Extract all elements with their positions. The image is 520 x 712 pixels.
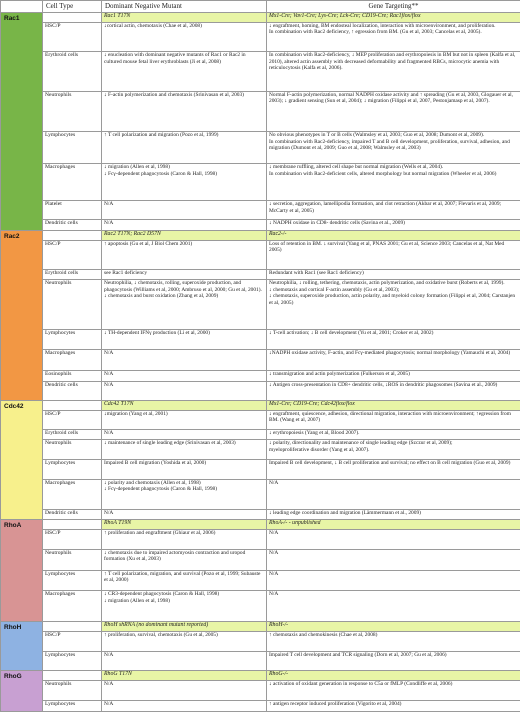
gene-targeting-effect: ↓NADPH oxidase activity, F-actin, and Fcγ-mediated phagocytosis; normal morphology (Yamauchi et al, 2004) <box>267 350 520 371</box>
dominant-negative-effect: see Rac1 deficiency <box>102 270 267 280</box>
dominant-negative-effect: ↑ apoptosis (Gu et al, J Biol Chem 2001) <box>102 240 267 270</box>
dominant-negative-effect: N/A <box>102 371 267 382</box>
cell-type: HSC/P <box>43 22 102 52</box>
dominant-negative-effect: N/A <box>102 220 267 231</box>
gene-targeting-construct: Mx1-Cre; Vav1-Cre; Lys-Cre; Lck-Cre; CD19-Cre; Rac1flox/flox <box>267 13 520 23</box>
dominant-negative-effect: ↓ CR3-dependent phagocytosis (Caron & Hall, 1998) ↓ migration (Allen et al, 1998) <box>102 591 267 622</box>
gene-targeting-effect: ↓ erythropoiesis (Yang et al, Blood 2007). <box>267 430 520 440</box>
group-mutant-row <box>1 231 520 241</box>
table-body <box>1 13 520 712</box>
dominant-negative-effect: N/A <box>102 510 267 520</box>
gene-targeting-effect: Normal F-actin polymerization, normal NADPH oxidase activity and ↑ spreading (Gu et al, 2003, Glogauer et al, 2003); ↓ gradient sensing (Sun et al, 2004); ↓ migration (Filippi et al, 2007, Pestonjamasp et al, 2007). <box>267 91 520 132</box>
cell-type: Neutrophils <box>43 280 102 329</box>
cell-type-blank <box>43 13 102 23</box>
dominant-negative-mutant: Cdc42 T17N <box>102 400 267 410</box>
cell-type: Neutrophils <box>43 681 102 701</box>
cell-type: Dendritic cells <box>43 382 102 401</box>
gene-targeting-effect: ↓ engraftment, homing, BM endosteal localization, interaction with microenvironment, and proliferation. In combination with Rac2 deficiency, ↑ egression from BM. (Gu et al, 2003; Cancelas et al, 2005). <box>267 22 520 52</box>
gene-label: RhoH <box>1 622 43 671</box>
table-row <box>1 651 520 671</box>
dominant-negative-mutant: Rac2 T17N; Rac2 D57N <box>102 231 267 241</box>
cell-type-blank <box>43 622 102 632</box>
gene-targeting-effect: ↑ antigen receptor induced proliferation (Vigorito et al, 2004) <box>267 700 520 711</box>
header-gene-targeting: Gene Targeting** <box>267 1 520 13</box>
cell-type: Lymphocytes <box>43 651 102 671</box>
table-row <box>1 430 520 440</box>
gene-targeting-effect: ↓ NADPH oxidase in CD8- dendritic cells (Savina et al., 2009) <box>267 220 520 231</box>
gene-targeting-effect: ↓ T-cell activation; ↓ B cell development (Yu et al, 2001; Croker et al, 2002) <box>267 329 520 350</box>
gene-targeting-effect: ↓ secretion, aggregation, lamellipodia formation, and clot retraction (Akbar et al, 2007; Flevaris et al, 2009; McCarty et al, 2005) <box>267 201 520 220</box>
table-row <box>1 371 520 382</box>
gene-label: RhoG <box>1 671 43 712</box>
dominant-negative-effect: ↓ TH-dependent IFNγ production (Li et al, 2000) <box>102 329 267 350</box>
dominant-negative-effect: ↓ migration (Allen et al, 1998) ↓ Fcγ-dependent phagocytosis (Caron & Hall, 1998) <box>102 164 267 201</box>
dominant-negative-effect: Impaired B cell migration (Yoshida et al, 2000) <box>102 459 267 479</box>
table-row <box>1 164 520 201</box>
table-row <box>1 700 520 711</box>
table-row <box>1 410 520 430</box>
dominant-negative-mutant: RhoA T19N <box>102 520 267 530</box>
table-row <box>1 479 520 510</box>
table-row <box>1 270 520 280</box>
cell-type-blank <box>43 520 102 530</box>
gene-targeting-effect: N/A <box>267 530 520 550</box>
gene-targeting-effect: Impaired T cell development and TCR signaling (Dorn et al, 2007; Gu et al, 2006) <box>267 651 520 671</box>
dominant-negative-effect: N/A <box>102 430 267 440</box>
header-cell-type: Cell Type <box>43 1 102 13</box>
table-row <box>1 220 520 231</box>
cell-type: HSC/P <box>43 631 102 651</box>
gene-targeting-effect: ↓ transmigration and actin polymerization (Fulkerson et al, 2005) <box>267 371 520 382</box>
cell-type-blank <box>43 400 102 410</box>
cell-type: Erythroid cells <box>43 52 102 91</box>
cell-type: Erythroid cells <box>43 430 102 440</box>
gene-targeting-effect: Impaired B cell development, ↓ B cell proliferation and survival; no effect on B cell migration (Guo et al, 2009) <box>267 459 520 479</box>
table-row <box>1 201 520 220</box>
cell-type: Eosinophils <box>43 371 102 382</box>
gene-label: Cdc42 <box>1 400 43 519</box>
dominant-negative-effect: N/A <box>102 201 267 220</box>
dominant-negative-effect: N/A <box>102 651 267 671</box>
dominant-negative-effect: ↑ proliferation and engraftment (Ghiaur et al, 2006) <box>102 530 267 550</box>
group-mutant-row <box>1 13 520 23</box>
gene-targeting-effect: Loss of retention in BM. ↓ survival (Yang et al, PNAS 2001; Gu et al, Science 2003; Cancelas et al, Nat Med 2005) <box>267 240 520 270</box>
dominant-negative-mutant: Rac1 T17N <box>102 13 267 23</box>
table-row <box>1 52 520 91</box>
cell-type: HSC/P <box>43 240 102 270</box>
table-row <box>1 382 520 401</box>
table-row <box>1 240 520 270</box>
gene-targeting-effect: ↓ membrane ruffling, altered cell shape but normal migration (Wells et al, 2004). In combination with Rac2-deficient cells, altered morphology but normal migration (Wheeler et al, 2006) <box>267 164 520 201</box>
cell-type: Macrophages <box>43 591 102 622</box>
gene-targeting-effect: Neutrophilia, ↓ rolling, tethering, chemotaxis, actin polymerization, and oxidative burst (Roberts et al, 1999). ↓ chemotaxis and cortical F-actin assembly (Gu et al, 2003); ↓ chemotaxis, superoxide production, actin polarity, and myeloid colony formation (Filippi et al, 2004; Carstanjen et al, 2005) <box>267 280 520 329</box>
gene-label: RhoA <box>1 520 43 622</box>
dominant-negative-effect: Neutrophilia, ↓ chemotaxis, rolling, superoxide production, and phagocytosis (Williams et al, 2000; Ambruso et al, 2000; Gu et al, 2001). ↓ chemotaxis and burst oxidation (Zhang et al, 2009) <box>102 280 267 329</box>
group-mutant-row <box>1 400 520 410</box>
dominant-negative-effect: N/A <box>102 681 267 701</box>
table-row <box>1 570 520 591</box>
dominant-negative-effect: ↑ T cell polarization, migration, and survival (Pozo et al, 1999; Subauste et al, 2000) <box>102 570 267 591</box>
dominant-negative-effect: N/A <box>102 350 267 371</box>
cell-type: Macrophages <box>43 164 102 201</box>
cell-type-blank <box>43 671 102 681</box>
cell-type: Neutrophils <box>43 549 102 570</box>
cell-type: Neutrophils <box>43 440 102 460</box>
table-row <box>1 530 520 550</box>
header-gene <box>1 1 43 13</box>
dominant-negative-effect: ↓migration (Yang et al, 2001) <box>102 410 267 430</box>
cell-type: Neutrophils <box>43 91 102 132</box>
table-row <box>1 350 520 371</box>
table-row <box>1 510 520 520</box>
cell-type: Platelet <box>43 201 102 220</box>
group-mutant-row <box>1 622 520 632</box>
table-row <box>1 329 520 350</box>
gene-targeting-effect: ↓ engraftment, quiescence, adhesion, directional migration, interaction with microenvironment; ↑egression from BM. (Wang et al, 2007) <box>267 410 520 430</box>
cell-type: Macrophages <box>43 350 102 371</box>
gene-targeting-construct: RhoG-/- <box>267 671 520 681</box>
gene-targeting-effect: N/A <box>267 549 520 570</box>
gene-targeting-construct: Mx1-Cre; CD19-Cre; Cdc42flox/flox <box>267 400 520 410</box>
table-row <box>1 132 520 164</box>
table-header-row <box>1 1 520 13</box>
dominant-negative-effect: ↓ maintenance of single leading edge (Srinivasan et al, 2003) <box>102 440 267 460</box>
gene-targeting-effect: Redundant with Rac1 (see Rac1 deficiency) <box>267 270 520 280</box>
gene-targeting-effect: N/A <box>267 479 520 510</box>
table-row <box>1 591 520 622</box>
table-row <box>1 631 520 651</box>
dominant-negative-mutant: RhoH shRNA (no dominant mutant reported) <box>102 622 267 632</box>
gene-targeting-effect: In combination with Rac2-deficiency, ↓ MEP proliferation and erythropoiesis in BM but not in spleen (Kalfa et al, 2010), altered actin assembly with decreased deformability and fragmented RBCs, microcytic anemia with reticulocytosis (Kalfa et al, 2006). <box>267 52 520 91</box>
dominant-negative-effect: N/A <box>102 700 267 711</box>
cell-type: Dendritic cells <box>43 510 102 520</box>
cell-type: Lymphocytes <box>43 700 102 711</box>
table-row <box>1 681 520 701</box>
table-row <box>1 549 520 570</box>
gene-targeting-effect: N/A <box>267 591 520 622</box>
cell-type: Dendritic cells <box>43 220 102 231</box>
dominant-negative-effect: ↓ chemotaxis due to impaired actomyosin contraction and uropod formation (Xu et al, 2003) <box>102 549 267 570</box>
cell-type: Lymphocytes <box>43 459 102 479</box>
cell-type: Lymphocytes <box>43 570 102 591</box>
gene-targeting-construct: Rac2-/- <box>267 231 520 241</box>
cell-type-blank <box>43 231 102 241</box>
cell-type: HSC/P <box>43 410 102 430</box>
cell-type: Macrophages <box>43 479 102 510</box>
dominant-negative-effect: ↓ F-actin polymerization and chemotaxis (Srinivasan et al, 2003) <box>102 91 267 132</box>
dominant-negative-effect: N/A <box>102 382 267 401</box>
dominant-negative-effect: ↓ polarity and chemotaxis (Allen et al, 1998) ↓ Fcγ-dependent phagocytosis (Caron & Hall, 1998) <box>102 479 267 510</box>
gene-label: Rac1 <box>1 13 43 231</box>
gene-targeting-effect: ↑ chemotaxis and chemokinesis (Chae et al, 2008) <box>267 631 520 651</box>
gene-targeting-effect: No obvious phenotypes in T or B cells (Walmsley et al, 2003; Guo et al, 2008; Dumont et al, 2009). In combination with Rac2-deficiency, impaired T and B cell development, proliferation, survival, adhesion, and migration (Dumont et al, 2009; Guo et al, 2008; Walmsley et al, 2003) <box>267 132 520 164</box>
gene-targeting-effect: ↓ activation of oxidant generation in response to C5a or fMLP (Condliffe et al, 2006) <box>267 681 520 701</box>
gene-targeting-effect: ↓ Antigen cross-presentation in CD8+ dendritic cells, ↓ROS in dendritic phagosomes (Savina et al., 2009) <box>267 382 520 401</box>
gene-targeting-effect: ↓ polarity, directionality and maintenance of single leading edge (Szczur et al, 2009); myeloproliferative disorder (Yang et al, 2007). <box>267 440 520 460</box>
header-dominant-negative: Dominant Negative Mutant <box>102 1 267 13</box>
group-mutant-row <box>1 671 520 681</box>
cell-type: HSC/P <box>43 530 102 550</box>
table-row <box>1 440 520 460</box>
gene-targeting-effect: N/A <box>267 570 520 591</box>
group-mutant-row <box>1 520 520 530</box>
dominant-negative-effect: ↓ enucleation with dominant negative mutants of Rac1 or Rac2 in cultured mouse fetal liver erythroblasts (Ji et al, 2008) <box>102 52 267 91</box>
dominant-negative-mutant: RhoG T17N <box>102 671 267 681</box>
gene-targeting-effect: ↓ leading edge coordination and migration (Lämmermann et al., 2009) <box>267 510 520 520</box>
dominant-negative-effect: ↑ T cell polarization and migration (Pozo et al, 1999) <box>102 132 267 164</box>
gene-label: Rac2 <box>1 231 43 401</box>
table-row <box>1 280 520 329</box>
table-row <box>1 91 520 132</box>
dominant-negative-effect: ↑ proliferation, survival, chemotaxis (Gu et al, 2005) <box>102 631 267 651</box>
table-row <box>1 459 520 479</box>
dominant-negative-effect: ↓cortical actin, chemotaxis (Chae et al, 2008) <box>102 22 267 52</box>
cell-type: Erythroid cells <box>43 270 102 280</box>
gene-targeting-construct: RhoH-/- <box>267 622 520 632</box>
gene-targeting-construct: RhoA-/- - unpublished <box>267 520 520 530</box>
table-row <box>1 22 520 52</box>
cell-type: Lymphocytes <box>43 132 102 164</box>
cell-type: Lymphocytes <box>43 329 102 350</box>
